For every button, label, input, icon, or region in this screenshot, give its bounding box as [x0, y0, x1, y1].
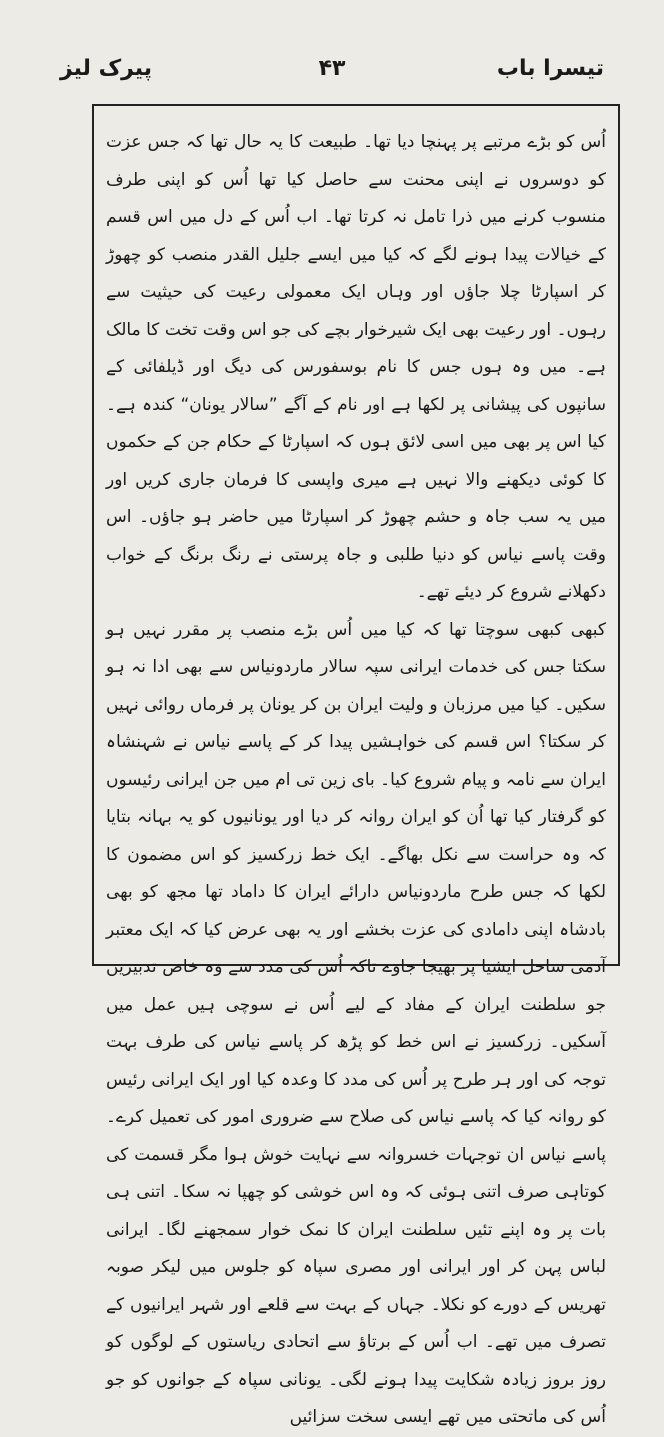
page-number: ۴۳	[318, 56, 346, 81]
running-title: پیرک لیز	[60, 56, 153, 81]
paragraph-2: کبھی کبھی سوچتا تھا کہ کیا میں اُس بڑے منصب پر مقرر نہیں ہو سکتا جس کی خدمات ایرانی سپہ سالار ماردونیاس سے بھی ادا نہ ہو سکیں۔ کیا میں مرزبان و ولیت ایران بن کر یونان پر فرماں روائی نہیں کر سکتا؟ اس قسم کی خواہشیں پیدا کر کے پاسے نیاس نے شہنشاہ ایران سے نامہ و پیام شروع کیا۔ بای زین تی ام میں جن ایرانی رئیسوں کو گرفتار کیا تھا اُن کو ایران روانہ کر دیا اور یونانیوں کو یہ بہانہ بتایا کہ وہ حراست سے نکل بھاگے۔ ایک خط زرکسیز کو اس مضمون کا لکھا کہ جس طرح ماردونیاس دارائے ایران کا داماد تھا مجھ کو بھی بادشاہ اپنی دامادی کی عزت بخشے اور یہ بھی عرض کیا کہ ایک معتبر آدمی ساحل ایشیا پر بھیجا جاوے تاکہ اُس کی مدد سے وہ خاص تدبیریں جو سلطنت ایران کے مفاد کے لیے اُس نے سوچی ہیں عمل میں آسکیں۔ زرکسیز نے اس خط کو پڑھ کر پاسے نیاس کی طرف بہت توجہ کی اور ہر طرح پر اُس کی مدد کا وعدہ کیا اور ایک ایرانی رئیس کو روانہ کیا کہ پاسے نیاس کی صلاح سے ضروری امور کی تعمیل کرے۔ پاسے نیاس ان توجہات خسروانہ سے نہایت خوش ہوا مگر قسمت کی کوتاہی صرف اتنی ہوئی کہ وہ اس خوشی کو چھپا نہ سکا۔ اتنی ہی بات پر وہ اپنے تئیں سلطنت ایران کا نمک خوار سمجھنے لگا۔ ایرانی لباس پہن کر اور ایرانی اور مصری سپاہ کو جلوس میں لیکر صوبہ تھریس کے دورے کو نکلا۔ جہاں کے بہت سے قلعے اور شہر ایرانیوں کے تصرف میں تھے۔ اب اُس کے برتاؤ سے اتحادی ریاستوں کے لوگوں کو روز بروز زیادہ شکایت پیدا ہونے لگی۔ یونانی سپاہ کے جوانوں کو جو اُس کی ماتحتی میں تھے ایسی سخت سزائیں	[106, 619, 606, 1427]
paragraph-1: اُس کو بڑے مرتبے پر پہنچا دیا تھا۔ طبیعت کا یہ حال تھا کہ جس عزت کو دوسروں نے اپنی محنت سے حاصل کیا تھا اُس کو اپنی طرف منسوب کرنے میں ذرا تامل نہ کرتا تھا۔ اب اُس کے دل میں اس قسم کے خیالات پیدا ہونے لگے کہ کیا میں ایسے جلیل القدر منصب کو چھوڑ کر اسپارٹا چلا جاؤں اور وہاں ایک معمولی رعیت کی حیثیت سے رہوں۔ اور رعیت بھی ایک شیرخوار بچے کی جو اس وقت تخت کا مالک ہے۔ میں وہ ہوں جس کا نام بوسفورس کی دیگ اور ڈیلفائی کے سانپوں کی پیشانی پر لکھا ہے اور نام کے آگے ”سالار یونان“ کندہ ہے۔ کیا اس پر بھی میں اسی لائق ہوں کہ اسپارٹا کے حکام جن کے حکموں کا کوئی دیکھنے والا نہیں ہے میری واپسی کا فرمان جاری کریں اور میں یہ سب جاہ و حشم چھوڑ کر اسپارٹا میں حاضر ہو جاؤں۔ اس وقت پاسے نیاس کو دنیا طلبی و جاہ پرستی نے رنگ برنگ کے خواب دکھلانے شروع کر دیئے تھے۔	[106, 132, 606, 602]
text-frame	[92, 104, 620, 1427]
page-header	[60, 50, 604, 90]
body-text	[106, 124, 606, 1437]
chapter-heading: تیسرا باب	[496, 56, 604, 81]
